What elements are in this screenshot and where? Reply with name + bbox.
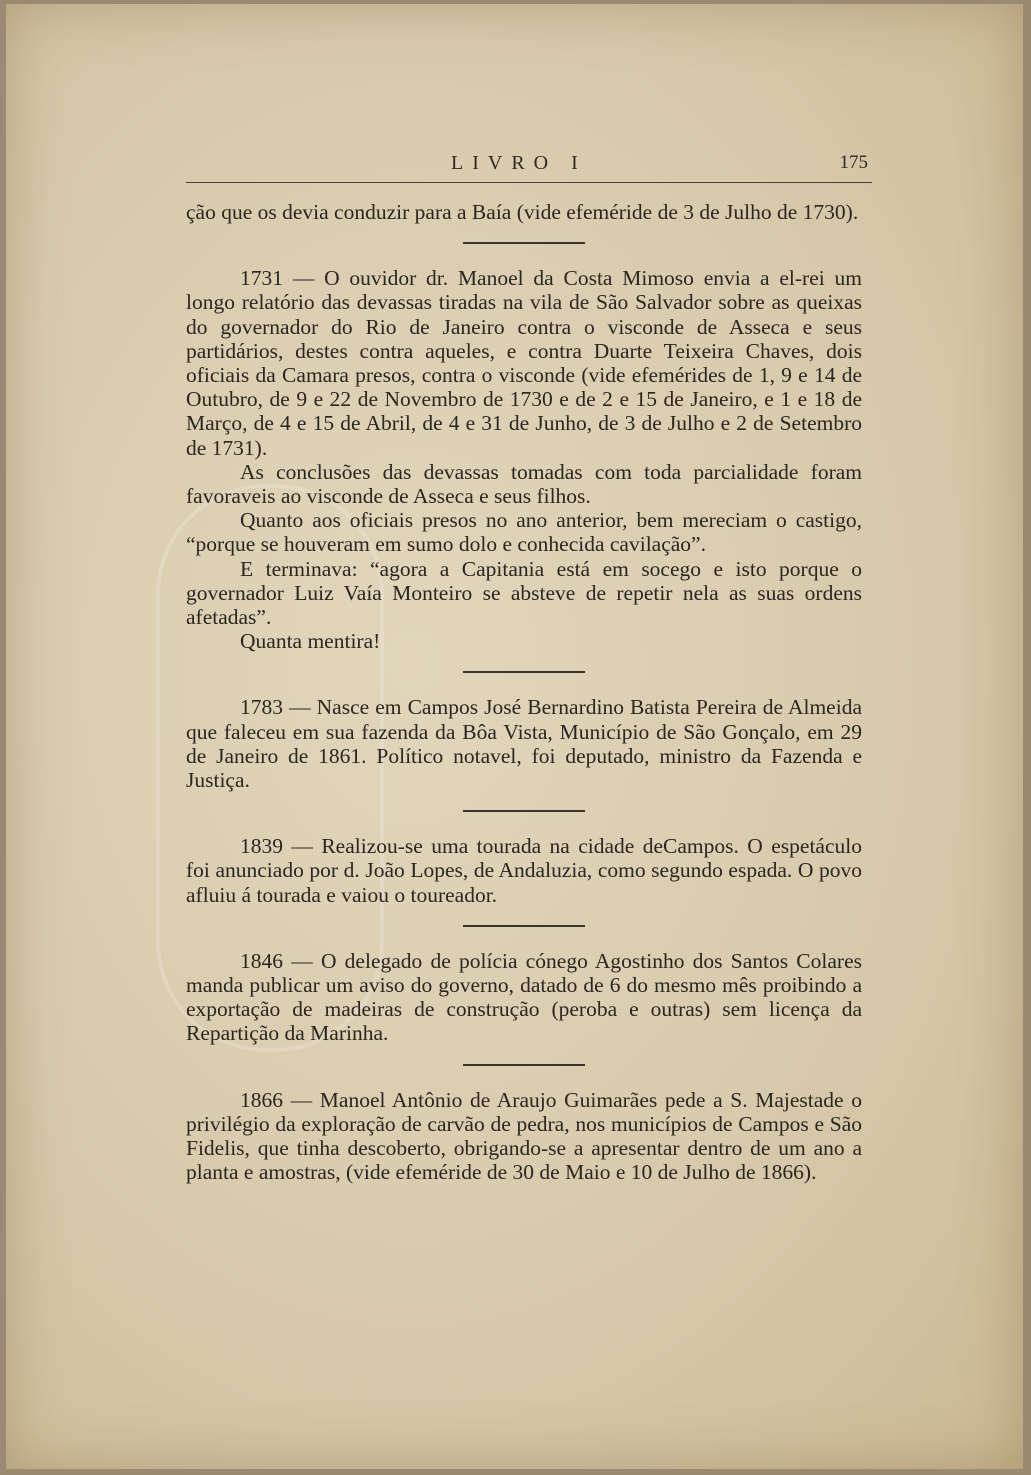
page-number: 175: [839, 152, 868, 173]
section-divider: [463, 671, 585, 673]
entry-1731-paragraph: Quanta mentira!: [240, 629, 381, 654]
entry-1731-paragraph: E terminava: “agora a Capitania está em socego e isto porque o governador Luiz Vaía Monteiro se absteve de repetir nela as suas ordens afetadas”.: [186, 556, 862, 630]
entry-1731-paragraph: Quanto aos oficiais presos no ano anterior, bem mereciam o castigo, “porque se houveram em sumo dolo e conhecida cavilação”.: [186, 508, 862, 557]
section-divider: [463, 1064, 585, 1066]
entry-1783: 1783 — Nasce em Campos José Bernardino Batista Pereira de Almeida que faleceu em sua fazenda da Bôa Vista, Município de São Gonçalo, em 29 de Janeiro de 1861. Político notavel, foi deputado, ministro da Fazenda e Justiça.: [186, 695, 862, 793]
entry-1866: 1866 — Manoel Antônio de Araujo Guimarães pede a S. Majestade o privilégio da exploração de carvão de pedra, nos municípios de Campos e São Fidelis, que tinha descoberto, obrigando-se a apresentar dentro de um ano a planta e amostras, (vide efeméride de 30 de Maio e 10 de Julho de 1866).: [186, 1087, 862, 1185]
running-head: LIVRO I: [451, 152, 587, 174]
entry-1731: 1731 — O ouvidor dr. Manoel da Costa Mimoso envia a el-rei um longo relatório das devassas tiradas na vila de São Salvador sobre as queixas do governador do Rio de Janeiro contra o visconde de Asseca e seus partidários, destes contra aqueles, e contra Duarte Teixeira Chaves, dois oficiais da Camara presos, contra o visconde (vide efemérides de 1, 9 e 14 de Outubro, de 9 e 22 de Novembro de 1730 e de 2 e 15 de Janeiro, e 1 e 18 de Março, de 4 e 15 de Abril, de 4 e 31 de Junho, de 3 de Julho e 2 de Setembro de 1731).: [186, 266, 862, 460]
entry-1730-continuation: ção que os devia conduzir para a Baía (vide efeméride de 3 de Julho de 1730).: [186, 200, 859, 224]
section-divider: [463, 810, 585, 812]
page-body: [186, 200, 862, 1185]
entry-1846: 1846 — O delegado de polícia cónego Agostinho dos Santos Colares manda publicar um aviso do governo, datado de 6 do mesmo mês proibindo a exportação de madeiras de construção (peroba e outras) sem licença da Repartição da Marinha.: [186, 948, 862, 1046]
entry-1839: 1839 — Realizou-se uma tourada na cidade deCampos. O espetáculo foi anunciado por d. João Lopes, de Andaluzia, como segundo espada. O povo afluiu á tourada e vaiou o toureador.: [186, 834, 862, 907]
section-divider: [463, 242, 585, 244]
entry-1731-paragraph: As conclusões das devassas tomadas com toda parcialidade foram favoraveis ao visconde de Asseca e seus filhos.: [186, 459, 862, 509]
page-header: [186, 152, 872, 183]
section-divider: [463, 925, 585, 927]
book-page: [6, 4, 1023, 1469]
